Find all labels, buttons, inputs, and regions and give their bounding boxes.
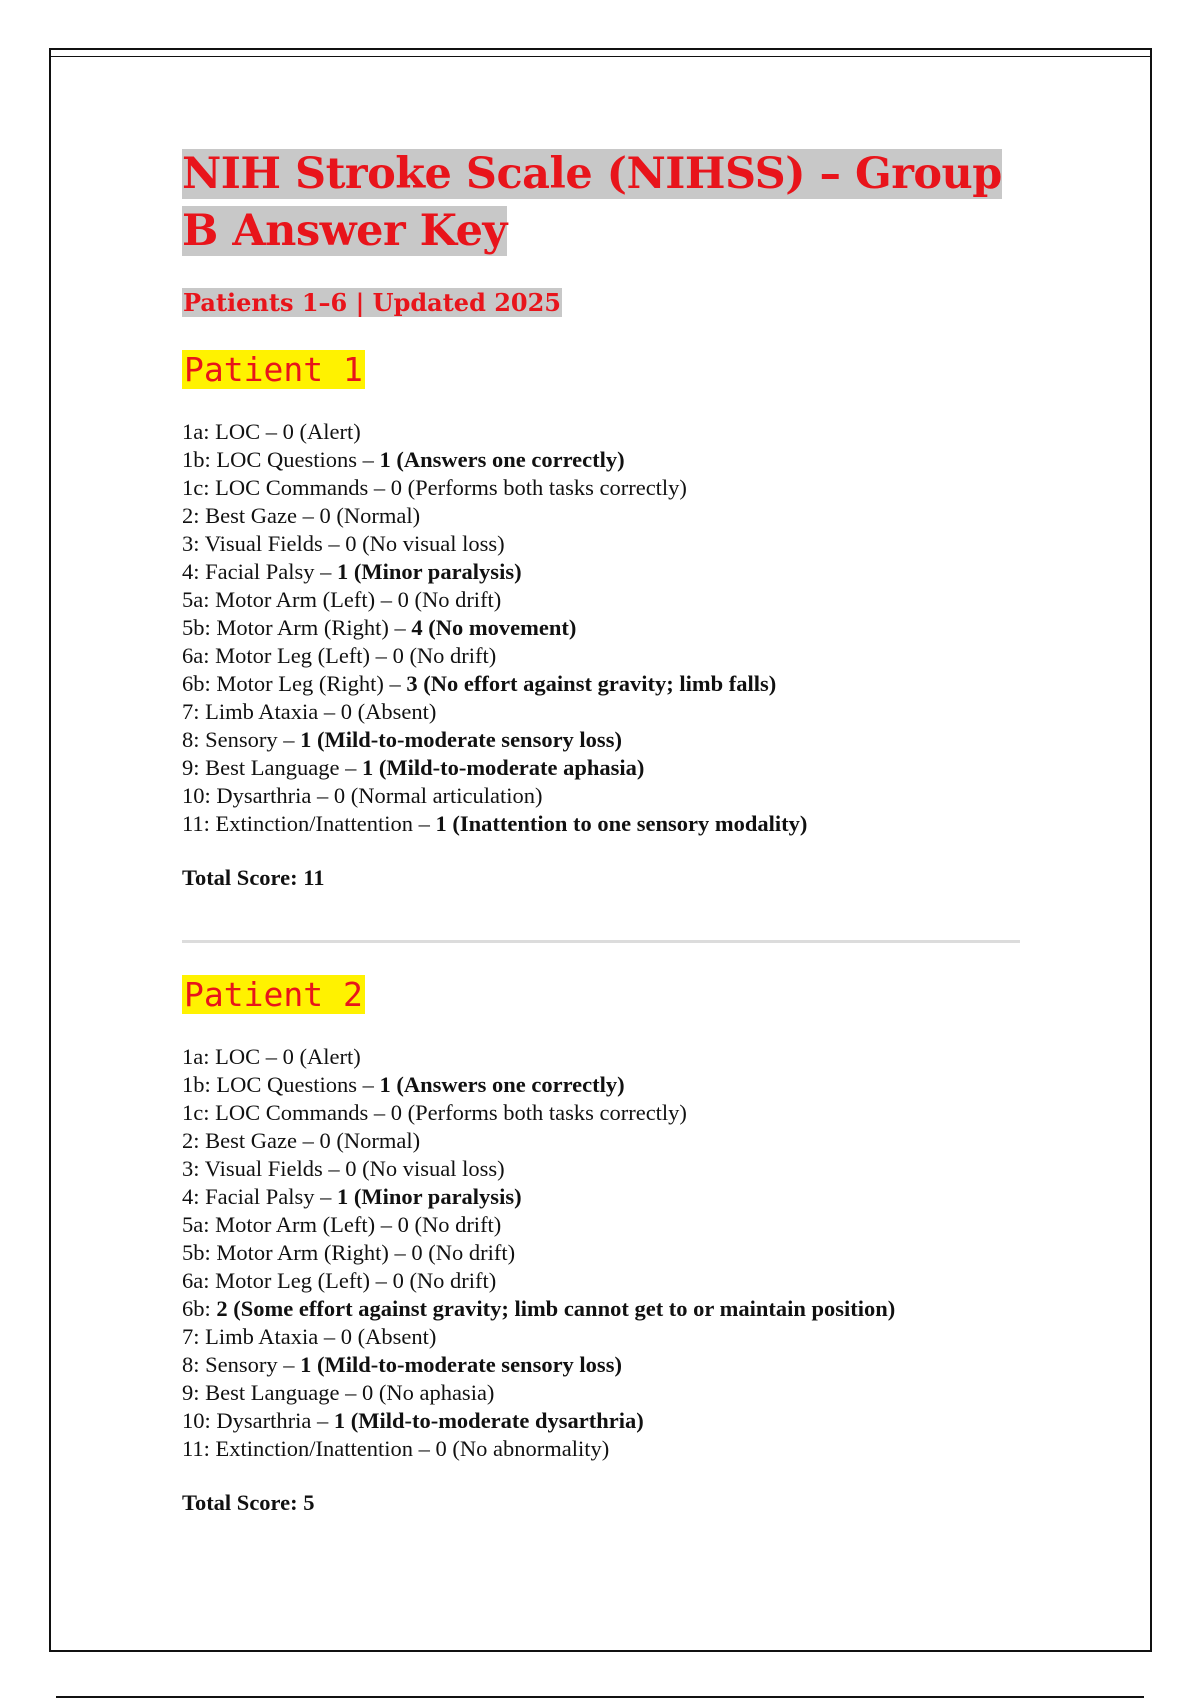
scale-item-label: 8: Sensory –	[182, 727, 301, 752]
scale-item-label: 5a: Motor Arm (Left) –	[182, 587, 398, 612]
scale-item-score: 0	[333, 783, 346, 808]
scale-item-label: 9: Best Language –	[182, 755, 362, 780]
scale-item	[182, 1407, 1022, 1435]
section-divider	[182, 940, 1020, 943]
scale-item-description: (Some effort against gravity; limb cannot get to or maintain position)	[227, 1296, 896, 1321]
scale-item-description: (No drift)	[408, 1212, 502, 1237]
scale-item	[182, 418, 1022, 446]
scale-item-label: 1b: LOC Questions –	[182, 447, 380, 472]
scale-item-score: 1	[333, 1408, 346, 1433]
scale-item-score: 0	[282, 419, 294, 444]
scale-item-score: 1	[336, 1184, 349, 1209]
scale-item-label: 1c: LOC Commands –	[182, 475, 391, 500]
scale-item-description: (Minor paralysis)	[348, 1184, 522, 1209]
frame-top-rule	[51, 56, 1150, 57]
scale-item-score: 0	[345, 531, 357, 556]
scale-item-label: 5b: Motor Arm (Right) –	[182, 615, 412, 640]
scale-item	[182, 586, 1022, 614]
scale-item-description: (No abnormality)	[446, 1436, 610, 1461]
scale-item-description: (No drift)	[403, 643, 497, 668]
scale-item-score: 0	[340, 1324, 352, 1349]
scale-item-description: (No aphasia)	[373, 1380, 495, 1405]
scale-item-description: (No drift)	[403, 1268, 497, 1293]
scale-item-score: 0	[397, 1212, 409, 1237]
scale-item-score: 1	[361, 755, 374, 780]
scale-item-label: 2: Best Gaze –	[182, 1128, 320, 1153]
patient-2-total-score: Total Score: 5	[182, 1490, 315, 1515]
next-page-top-rule	[56, 1696, 1144, 1698]
patient-1-section	[182, 346, 1022, 892]
scale-item-score: 1	[300, 1352, 312, 1377]
scale-item-score: 1	[379, 447, 391, 472]
scale-item-score: 1	[300, 727, 312, 752]
scale-item-description: (Mild-to-moderate dysarthria)	[345, 1408, 644, 1433]
scale-item-description: (No visual loss)	[356, 531, 505, 556]
scale-item-description: (Mild-to-moderate sensory loss)	[311, 1352, 622, 1377]
scale-item-score: 0	[390, 1100, 402, 1125]
scale-item-score: 0	[319, 1128, 331, 1153]
scale-item-label: 6b:	[182, 1296, 217, 1321]
patient-1-total-score: Total Score: 11	[182, 865, 325, 890]
scale-item	[182, 698, 1022, 726]
scale-item	[182, 782, 1022, 810]
patient-1-heading-text: Patient 1	[184, 350, 363, 389]
scale-item-label: 6a: Motor Leg (Left) –	[182, 643, 393, 668]
patient-1-heading	[182, 346, 1022, 394]
scale-item-label: 11: Extinction/Inattention –	[182, 811, 436, 836]
scale-item-label: 7: Limb Ataxia –	[182, 1324, 341, 1349]
scale-item	[182, 670, 1022, 698]
scale-item-label: 10: Dysarthria –	[182, 1408, 334, 1433]
scale-item-score: 3	[406, 671, 418, 696]
scale-item-description: (Inattention to one sensory modality)	[446, 811, 808, 836]
scale-item-description: (No movement)	[422, 615, 577, 640]
scale-item	[182, 1435, 1022, 1463]
scale-item	[182, 1183, 1022, 1211]
scale-item-description: (Answers one correctly)	[390, 447, 625, 472]
scale-item-description: (Mild-to-moderate sensory loss)	[311, 727, 622, 752]
scale-item-label: 4: Facial Palsy –	[182, 559, 337, 584]
scale-item-score: 0	[392, 643, 404, 668]
scale-item-score: 1	[379, 1072, 391, 1097]
scale-item-score: 0	[397, 587, 409, 612]
scale-item-label: 11: Extinction/Inattention –	[182, 1436, 436, 1461]
document-title	[182, 146, 1022, 260]
scale-item	[182, 810, 1022, 838]
scale-item	[182, 1071, 1022, 1099]
scale-item	[182, 446, 1022, 474]
scale-item-label: 4: Facial Palsy –	[182, 1184, 337, 1209]
document-title-text: NIH Stroke Scale (NIHSS) – Group B Answer Key	[182, 149, 1002, 256]
scale-item	[182, 558, 1022, 586]
scale-item-score: 1	[336, 559, 349, 584]
scale-item-description: (Absent)	[351, 1324, 437, 1349]
scale-item	[182, 1323, 1022, 1351]
scale-item-label: 3: Visual Fields –	[182, 1156, 346, 1181]
scale-item-score: 2	[216, 1296, 228, 1321]
scale-item	[182, 530, 1022, 558]
scale-item-score: 0	[392, 1268, 404, 1293]
scale-item	[182, 1351, 1022, 1379]
scale-item-description: (Alert)	[293, 1044, 361, 1069]
scale-item-label: 8: Sensory –	[182, 1352, 301, 1377]
patient-2-heading-text: Patient 2	[184, 975, 363, 1014]
scale-item	[182, 1155, 1022, 1183]
scale-item	[182, 474, 1022, 502]
scale-item-description: (No effort against gravity; limb falls)	[417, 671, 777, 696]
scale-item	[182, 1127, 1022, 1155]
scale-item-score: 0	[435, 1436, 447, 1461]
scale-item	[182, 1211, 1022, 1239]
scale-item-score: 0	[361, 1380, 374, 1405]
scale-item-description: (No drift)	[422, 1240, 516, 1265]
scale-item-label: 1b: LOC Questions –	[182, 1072, 380, 1097]
scale-item-label: 5a: Motor Arm (Left) –	[182, 1212, 398, 1237]
scale-item	[182, 726, 1022, 754]
scale-item-label: 1c: LOC Commands –	[182, 1100, 391, 1125]
patient-1-item-list	[182, 418, 1022, 838]
scale-item-score: 0	[319, 503, 331, 528]
scale-item	[182, 1295, 1022, 1323]
scale-item-label: 3: Visual Fields –	[182, 531, 346, 556]
scale-item-description: (No visual loss)	[356, 1156, 505, 1181]
document-subtitle-text: Patients 1–6 | Updated 2025	[183, 288, 561, 317]
scale-item-description: (No drift)	[408, 587, 502, 612]
scale-item-description: (Normal)	[330, 1128, 421, 1153]
scale-item-score: 1	[435, 811, 447, 836]
patient-2-item-list	[182, 1043, 1022, 1463]
scale-item	[182, 642, 1022, 670]
scale-item-score: 0	[390, 475, 402, 500]
scale-item-score: 0	[340, 699, 352, 724]
scale-item-label: 2: Best Gaze –	[182, 503, 320, 528]
scale-item	[182, 1043, 1022, 1071]
scale-item-label: 1a: LOC –	[182, 419, 283, 444]
scale-item-label: 6b: Motor Leg (Right) –	[182, 671, 407, 696]
scale-item-label: 7: Limb Ataxia –	[182, 699, 341, 724]
scale-item-label: 5b: Motor Arm (Right) –	[182, 1240, 412, 1265]
patient-2-section	[182, 971, 1022, 1517]
scale-item-label: 10: Dysarthria –	[182, 783, 334, 808]
scale-item-label: 6a: Motor Leg (Left) –	[182, 1268, 393, 1293]
scale-item-score: 4	[411, 615, 423, 640]
document-body	[182, 146, 1022, 1517]
scale-item-description: (Normal)	[330, 503, 421, 528]
scale-item-score: 0	[411, 1240, 423, 1265]
scale-item-description: (Alert)	[293, 419, 361, 444]
scale-item-score: 0	[345, 1156, 357, 1181]
scale-item-label: 1a: LOC –	[182, 1044, 283, 1069]
scale-item-description: (Absent)	[351, 699, 437, 724]
scale-item-description: (Performs both tasks correctly)	[402, 1100, 687, 1125]
scale-item	[182, 1267, 1022, 1295]
scale-item-score: 0	[282, 1044, 294, 1069]
scale-item-description: (Minor paralysis)	[348, 559, 522, 584]
scale-item-description: (Mild-to-moderate aphasia)	[373, 755, 645, 780]
document-subtitle	[182, 286, 1022, 320]
scale-item	[182, 1099, 1022, 1127]
patient-2-heading	[182, 971, 1022, 1019]
scale-item-description: (Normal articulation)	[345, 783, 543, 808]
scale-item	[182, 1379, 1022, 1407]
scale-item	[182, 1239, 1022, 1267]
scale-item-description: (Performs both tasks correctly)	[402, 475, 687, 500]
scale-item-description: (Answers one correctly)	[390, 1072, 625, 1097]
scale-item	[182, 754, 1022, 782]
scale-item	[182, 502, 1022, 530]
scale-item-label: 9: Best Language –	[182, 1380, 362, 1405]
scale-item	[182, 614, 1022, 642]
